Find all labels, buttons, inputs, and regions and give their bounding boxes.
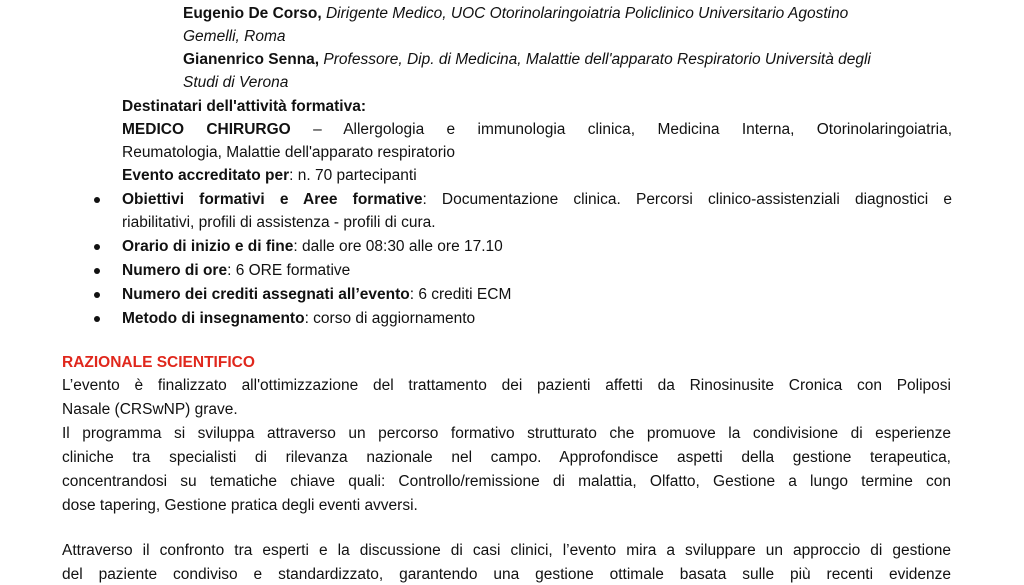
bullet-value: : corso di aggiornamento [304,310,476,327]
bullet-value: : 6 ORE formative [227,262,351,279]
bullet-icon [94,292,100,298]
disciplines-continued [122,143,455,163]
paragraph-line: del paziente condiviso e standardizzato, garantendo una gestione ottimale basata sulle più recenti evidenze [62,566,951,583]
bullet-label: Metodo di insegnamento [122,310,305,327]
faculty-role-continued [183,73,288,93]
paragraph-line: L’evento è finalizzato all'ottimizzazione del trattamento dei pazienti affetti da Rinosinusite Cronica con Poliposi [62,377,951,394]
bullet-icon [94,197,100,203]
faculty-name: Eugenio De Corso, [183,5,322,22]
bullet-label: Orario di inizio e di fine [122,238,294,255]
paragraph-line: cliniche tra specialisti di rilevanza nazionale nel campo. Approfondisce aspetti della gestione terapeutica, [62,449,951,466]
bullet-label: Numero di ore [122,262,228,279]
destinatari-heading [122,97,366,117]
bullet-value: : dalle ore 08:30 alle ore 17.10 [293,238,503,255]
faculty-role-line2: Gemelli, Roma [183,28,286,45]
faculty-name: Gianenrico Senna, [183,51,320,68]
bullet-label: Obiettivi formativi e Aree formative [122,191,423,208]
disciplines: – Allergologia e immunologia clinica, Medicina Interna, Otorinolaringoiatria, [313,121,952,138]
bullet-item-ore [122,261,350,281]
destinatari-heading-text: Destinatari dell'attività formativa: [122,98,367,115]
section-heading-razionale: RAZIONALE SCIENTIFICO [62,354,255,371]
bullet-label: Numero dei crediti assegnati all’evento [122,286,410,303]
faculty-role-continued [183,27,286,47]
profession: MEDICO CHIRURGO [122,121,291,138]
paragraph-line: Il programma si sviluppa attraverso un percorso formativo strutturato che promuove la condivisione di esperienze [62,425,951,442]
bullet-item-obiettivi-continued [122,213,436,233]
faculty-role-line2: Studi di Verona [183,74,289,91]
bullet-item-crediti [122,285,511,305]
bullet-value: : Documentazione clinica. Percorsi clinico-assistenziali diagnostici e [422,191,952,208]
destinatari-line [122,120,952,140]
bullet-item-orario [122,237,503,257]
faculty-entry-1 [183,4,848,24]
accredited-value: : n. 70 partecipanti [289,167,417,184]
faculty-entry-2 [183,50,871,70]
accredited-label: Evento accreditato per [122,167,290,184]
paragraph-line: dose tapering, Gestione pratica degli eventi avversi. [62,497,418,514]
faculty-role: Professore, Dip. di Medicina, Malattie dell'apparato Respiratorio Università degli [323,51,871,68]
bullet-value: : 6 crediti ECM [409,286,512,303]
paragraph-line: concentrandosi su tematiche chiave quali: Controllo/remissione di malattia, Olfatto, Gestione a lungo termine con [62,473,951,490]
bullet-icon [94,244,100,250]
bullet-value-line2: riabilitativi, profili di assistenza - profili di cura. [122,214,436,231]
paragraph-line: Nasale (CRSwNP) grave. [62,401,238,418]
bullet-item-metodo [122,309,475,329]
disciplines-line2: Reumatologia, Malattie dell'apparato respiratorio [122,144,455,161]
bullet-item-obiettivi [122,190,952,210]
bullet-icon [94,316,100,322]
faculty-role: Dirigente Medico, UOC Otorinolaringoiatria Policlinico Universitario Agostino [325,5,849,22]
bullet-icon [94,268,100,274]
accredited-line [122,166,417,186]
paragraph-line: Attraverso il confronto tra esperti e la discussione di casi clinici, l’evento mira a sviluppare un approccio di gestione [62,542,951,559]
